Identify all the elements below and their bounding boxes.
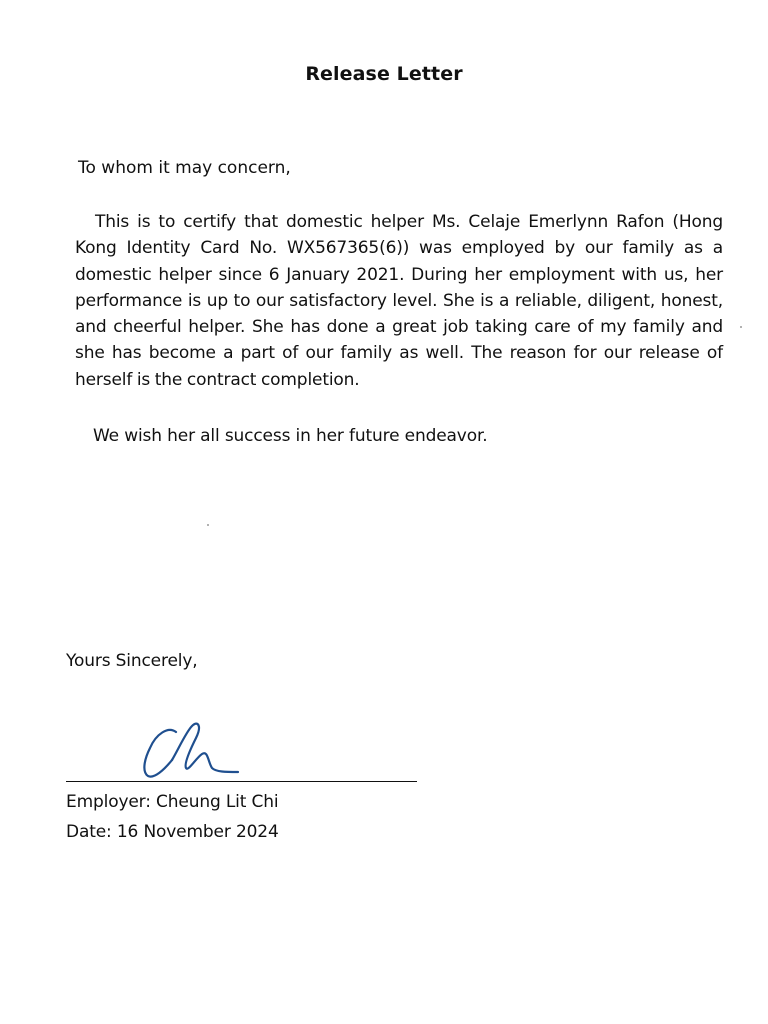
signature-stroke-c <box>144 730 176 777</box>
scan-speck <box>740 326 742 328</box>
letter-title: Release Letter <box>305 63 463 85</box>
signature-stroke-loop <box>172 724 238 772</box>
signature-line <box>66 781 417 782</box>
complimentary-close: Yours Sincerely, <box>66 651 198 671</box>
salutation: To whom it may concern, <box>78 158 291 178</box>
employer-name: Employer: Cheung Lit Chi <box>66 792 279 812</box>
body-paragraph: This is to certify that domestic helper Ms. Celaje Emerlynn Rafon (Hong Kong Identity Card No. WX567365(6)) was employed by our family as a domestic helper since 6 January 2021. During her employment with us, her performance is up to our satisfactory level. She is a reliable, diligent, honest, and cheerful helper. She has done a great job taking care of my family and she has become a part of our family as well. The reason for our release of herself is the contract completion. <box>75 212 723 390</box>
letter-date: Date: 16 November 2024 <box>66 822 279 842</box>
handwritten-signature <box>130 712 260 784</box>
closing-wish: We wish her all success in her future endeavor. <box>93 426 488 446</box>
scan-speck <box>207 524 209 526</box>
